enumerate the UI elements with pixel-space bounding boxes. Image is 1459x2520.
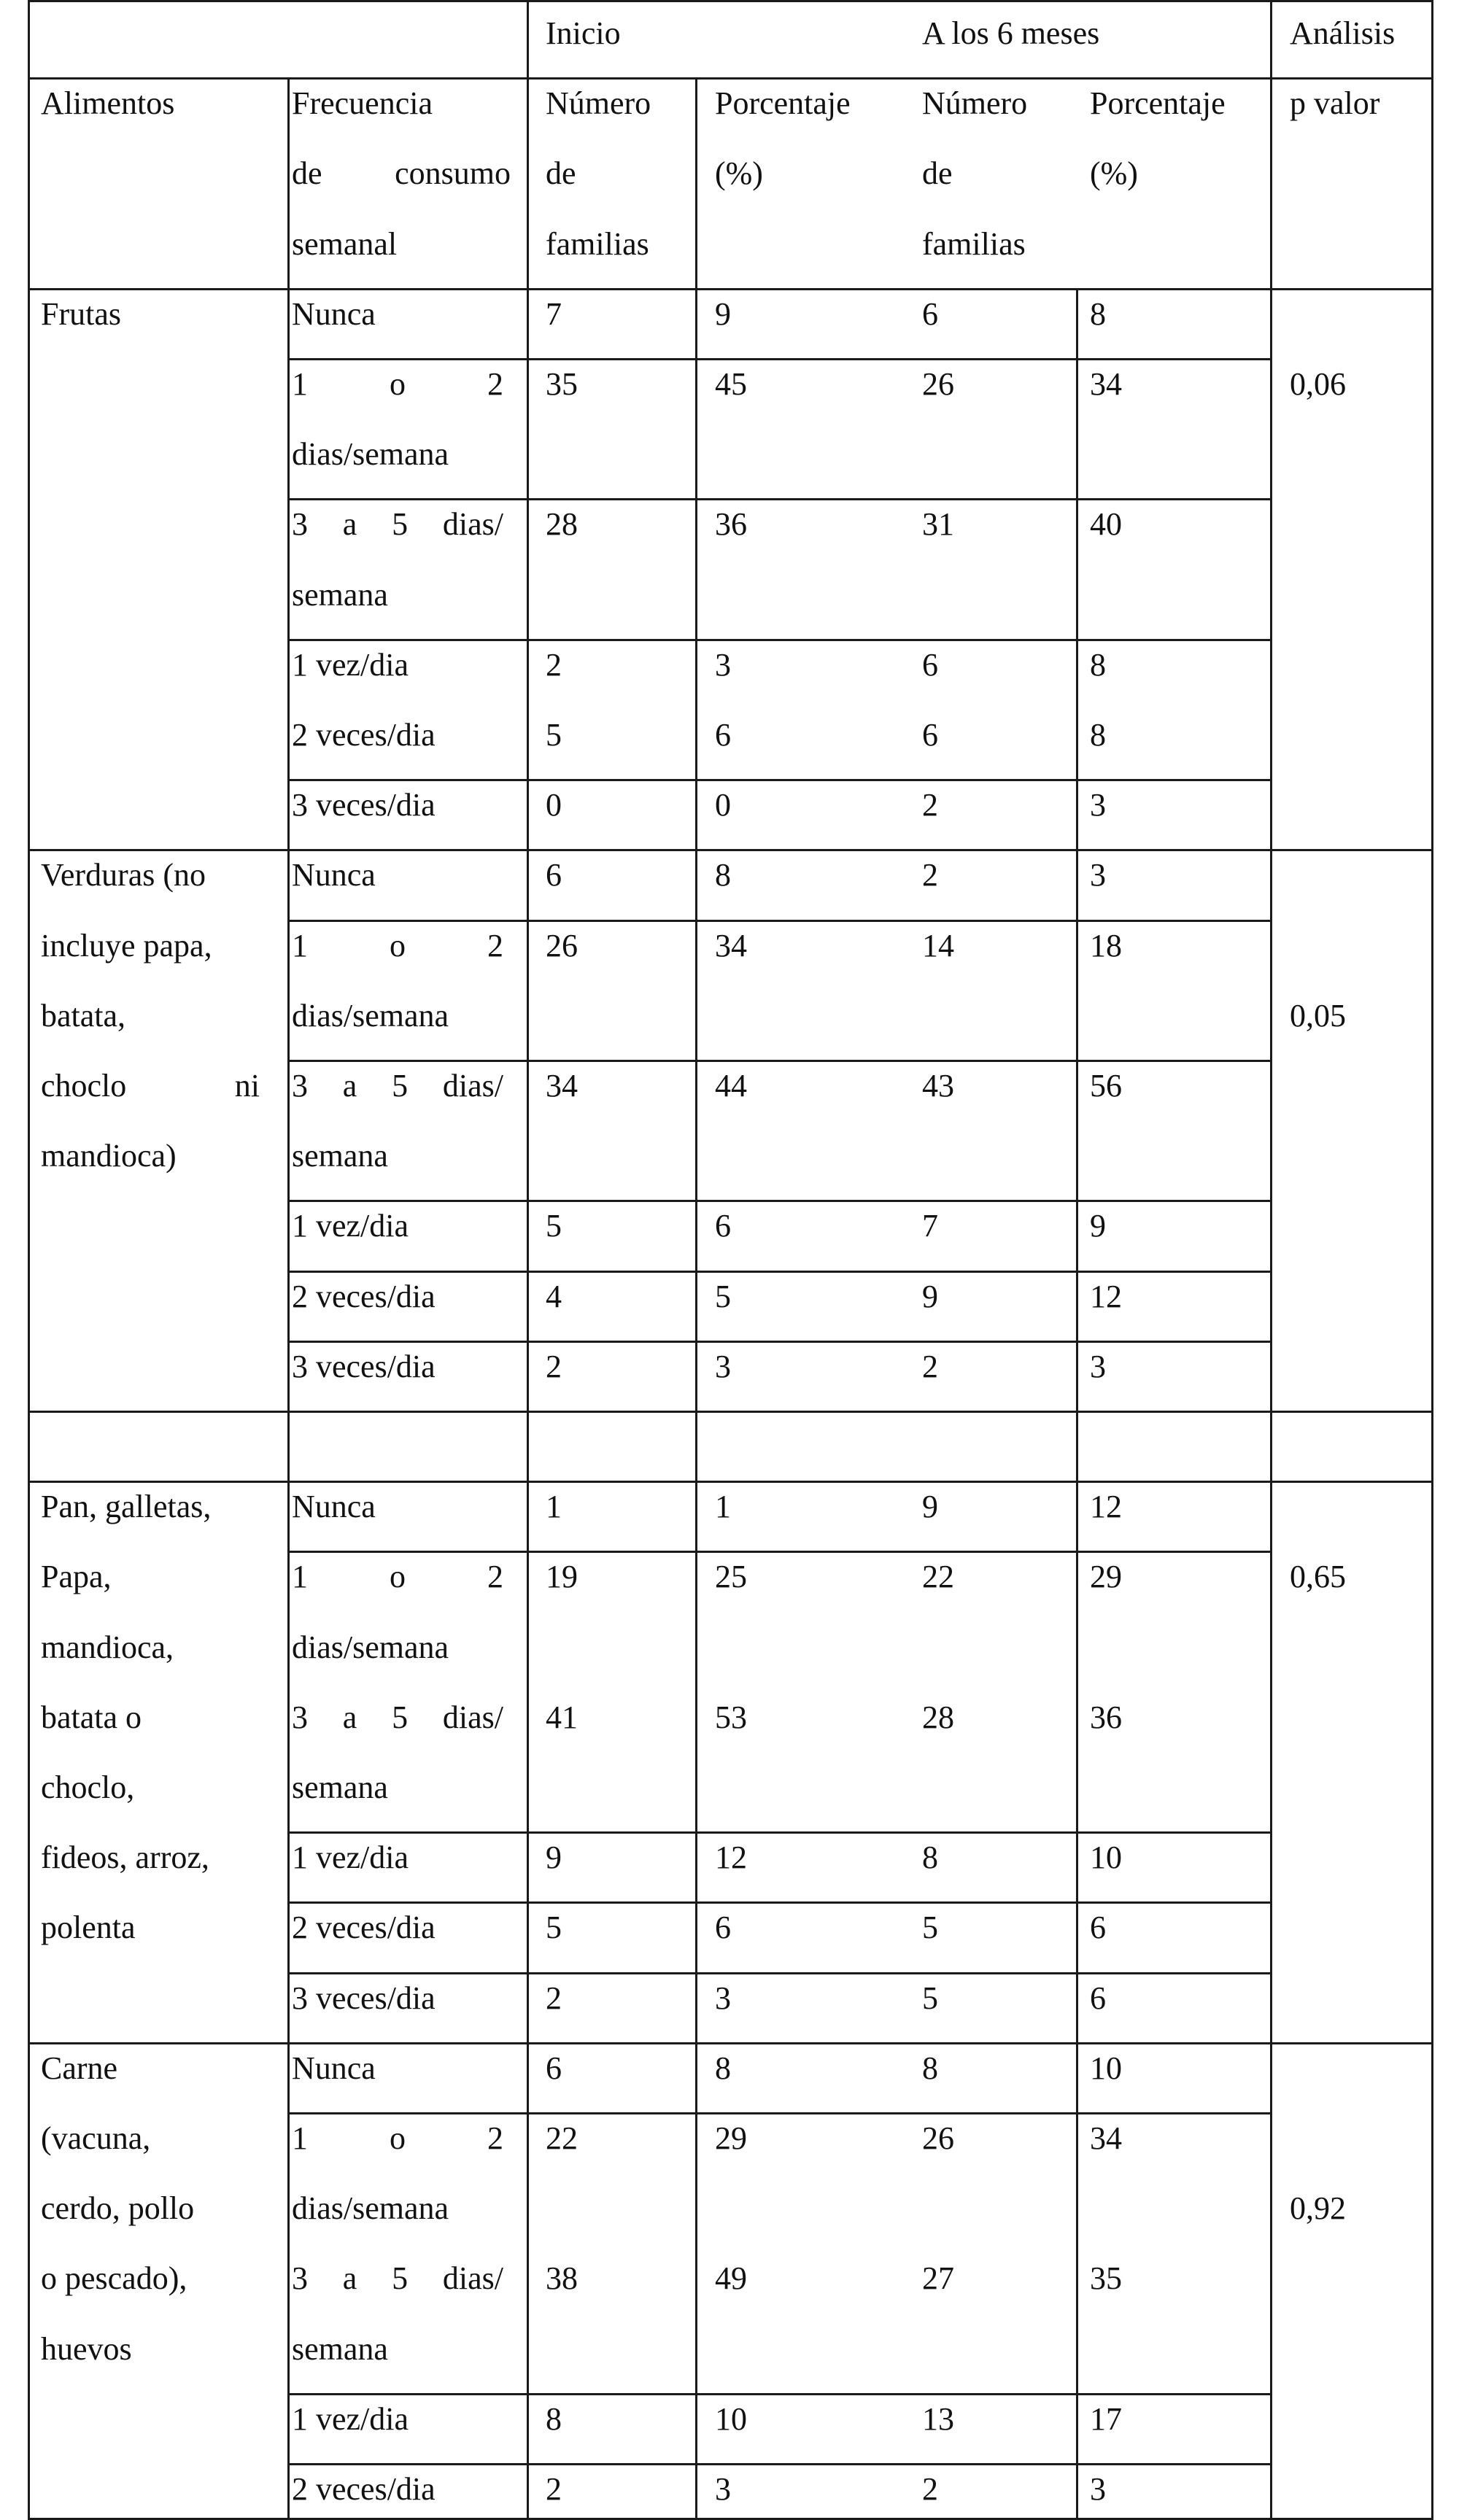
inicio-numero-cell: 6 <box>546 2050 562 2086</box>
frequency-label: 1 o 2 <box>292 2120 503 2156</box>
inicio-porcentaje-cell: 10 <box>715 2400 747 2437</box>
inicio-numero-cell: 2 <box>546 646 562 683</box>
column-rule <box>1270 0 1272 2520</box>
seis-meses-porcentaje-cell: 10 <box>1090 1839 1122 1876</box>
table-right-border <box>1431 0 1433 2520</box>
inicio-porcentaje-cell: 36 <box>715 506 747 543</box>
seis-meses-porcentaje-cell: 56 <box>1090 1068 1122 1104</box>
inicio-numero-cell: 5 <box>546 717 562 753</box>
inicio-porcentaje-cell: 0 <box>715 787 731 823</box>
seis-meses-porcentaje-cell: 3 <box>1090 787 1106 823</box>
inicio-numero-cell: 2 <box>546 2471 562 2507</box>
seis-meses-porcentaje-cell: 10 <box>1090 2050 1122 2086</box>
food-label-line: Verduras (no <box>41 857 206 893</box>
seis-meses-porcentaje-cell: 40 <box>1090 506 1122 543</box>
header-porcentaje-6m: Porcentaje <box>1090 85 1226 122</box>
p-value-cell: 0,05 <box>1290 997 1346 1034</box>
frequency-label: 2 veces/dia <box>292 1910 436 1946</box>
seis-meses-numero-cell: 28 <box>922 1699 954 1735</box>
seis-meses-porcentaje-cell: 36 <box>1090 1699 1122 1735</box>
header-frecuencia-line: Frecuencia <box>292 85 433 122</box>
frequency-label: Nunca <box>292 857 376 893</box>
group-divider <box>28 288 1433 290</box>
group-divider <box>28 1481 1433 1483</box>
food-label-line: Frutas <box>41 295 121 332</box>
inicio-porcentaje-cell: 49 <box>715 2260 747 2297</box>
row-divider <box>287 2112 1272 2114</box>
header-divider <box>28 77 1433 80</box>
seis-meses-porcentaje-cell: 17 <box>1090 2400 1122 2437</box>
seis-meses-porcentaje-cell: 8 <box>1090 646 1106 683</box>
food-label-line: huevos <box>41 2330 132 2367</box>
row-divider <box>287 1901 1272 1904</box>
inicio-porcentaje-cell: 8 <box>715 857 731 893</box>
seis-meses-numero-cell: 5 <box>922 1980 938 2016</box>
food-label-line: Carne <box>41 2050 118 2086</box>
frequency-label: semana <box>292 1769 388 1805</box>
food-label-line: (vacuna, <box>41 2120 151 2156</box>
frequency-label: 3 a 5 dias/ <box>292 506 503 543</box>
frequency-label: 2 veces/dia <box>292 2471 436 2507</box>
inicio-numero-cell: 35 <box>546 366 578 402</box>
seis-meses-porcentaje-cell: 8 <box>1090 295 1106 332</box>
food-label-line: incluye papa, <box>41 927 212 964</box>
header-porcentaje-6m: (%) <box>1090 155 1138 192</box>
frequency-label: 1 vez/dia <box>292 2400 409 2437</box>
p-value-cell: 0,06 <box>1290 366 1346 402</box>
header-numero-familias-inicio: familias <box>546 225 649 262</box>
frequency-label: 3 veces/dia <box>292 1980 436 2016</box>
p-value-cell: 0,92 <box>1290 2190 1346 2227</box>
inicio-numero-cell: 41 <box>546 1699 578 1735</box>
inicio-numero-cell: 1 <box>546 1489 562 1525</box>
row-divider <box>287 358 1272 360</box>
seis-meses-numero-cell: 31 <box>922 506 954 543</box>
seis-meses-porcentaje-cell: 12 <box>1090 1489 1122 1525</box>
inicio-porcentaje-cell: 9 <box>715 295 731 332</box>
inicio-porcentaje-cell: 34 <box>715 927 747 964</box>
seis-meses-porcentaje-cell: 3 <box>1090 857 1106 893</box>
seis-meses-porcentaje-cell: 18 <box>1090 927 1122 964</box>
inicio-porcentaje-cell: 6 <box>715 1910 731 1946</box>
frequency-label: semana <box>292 1138 388 1174</box>
column-rule <box>287 77 290 2520</box>
header-numero-familias-inicio: Número <box>546 85 651 122</box>
inicio-numero-cell: 2 <box>546 1980 562 2016</box>
frequency-label: 1 vez/dia <box>292 1839 409 1876</box>
p-value-cell: 0,65 <box>1290 1559 1346 1595</box>
inicio-porcentaje-cell: 45 <box>715 366 747 402</box>
food-label-line: batata, <box>41 997 126 1034</box>
inicio-porcentaje-cell: 3 <box>715 1980 731 2016</box>
seis-meses-numero-cell: 2 <box>922 857 938 893</box>
seis-meses-numero-cell: 8 <box>922 2050 938 2086</box>
seis-meses-numero-cell: 5 <box>922 1910 938 1946</box>
frequency-label: 2 veces/dia <box>292 1278 436 1314</box>
seis-meses-porcentaje-cell: 35 <box>1090 2260 1122 2297</box>
seis-meses-porcentaje-cell: 3 <box>1090 2471 1106 2507</box>
row-divider <box>287 920 1272 922</box>
table-left-border <box>28 0 30 2520</box>
inicio-porcentaje-cell: 5 <box>715 1278 731 1314</box>
row-divider <box>287 639 1272 641</box>
seis-meses-porcentaje-cell: 9 <box>1090 1208 1106 1244</box>
inicio-porcentaje-cell: 3 <box>715 1348 731 1384</box>
row-divider <box>287 1831 1272 1834</box>
header-inicio: Inicio <box>546 15 621 51</box>
inicio-numero-cell: 7 <box>546 295 562 332</box>
inicio-porcentaje-cell: 3 <box>715 646 731 683</box>
header-p-valor: p valor <box>1290 85 1380 122</box>
group-divider <box>28 849 1433 851</box>
food-label-line: mandioca, <box>41 1629 174 1665</box>
inicio-numero-cell: 0 <box>546 787 562 823</box>
row-divider <box>287 779 1272 781</box>
inicio-porcentaje-cell: 53 <box>715 1699 747 1735</box>
frequency-label: 1 o 2 <box>292 1559 503 1595</box>
frequency-label: 3 a 5 dias/ <box>292 2260 503 2297</box>
inicio-numero-cell: 19 <box>546 1559 578 1595</box>
row-divider <box>287 498 1272 500</box>
food-label-line: choclo, <box>41 1769 135 1805</box>
header-numero-familias-6m: de <box>922 155 953 192</box>
header-a-los-6-meses: A los 6 meses <box>922 15 1100 51</box>
header-numero-familias-6m: Número <box>922 85 1028 122</box>
food-label-line: Pan, galletas, <box>41 1489 212 1525</box>
food-label-line: mandioca) <box>41 1138 177 1174</box>
frequency-label: semana <box>292 2330 388 2367</box>
column-rule <box>695 77 697 2520</box>
seis-meses-porcentaje-cell: 12 <box>1090 1278 1122 1314</box>
row-divider <box>287 1972 1272 1974</box>
header-porcentaje-inicio: (%) <box>715 155 763 192</box>
row-divider <box>287 1341 1272 1343</box>
food-label-line: Papa, <box>41 1559 112 1595</box>
header-alimentos: Alimentos <box>41 85 175 122</box>
frequency-label: Nunca <box>292 2050 376 2086</box>
row-divider <box>287 2393 1272 2395</box>
inicio-porcentaje-cell: 3 <box>715 2471 731 2507</box>
food-label-line: batata o <box>41 1699 142 1735</box>
frequency-label: dias/semana <box>292 997 449 1034</box>
inicio-porcentaje-cell: 25 <box>715 1559 747 1595</box>
inicio-porcentaje-cell: 44 <box>715 1068 747 1104</box>
food-label-line: fideos, arroz, <box>41 1839 209 1876</box>
frequency-label: 3 a 5 dias/ <box>292 1068 503 1104</box>
inicio-porcentaje-cell: 12 <box>715 1839 747 1876</box>
frequency-label: 3 a 5 dias/ <box>292 1699 503 1735</box>
seis-meses-numero-cell: 6 <box>922 717 938 753</box>
frequency-label: 3 veces/dia <box>292 787 436 823</box>
seis-meses-numero-cell: 14 <box>922 927 954 964</box>
food-label-line: polenta <box>41 1910 136 1946</box>
seis-meses-numero-cell: 2 <box>922 1348 938 1384</box>
inicio-numero-cell: 6 <box>546 857 562 893</box>
frequency-label: 1 o 2 <box>292 927 503 964</box>
seis-meses-numero-cell: 6 <box>922 646 938 683</box>
inicio-numero-cell: 28 <box>546 506 578 543</box>
frequency-label: 1 vez/dia <box>292 646 409 683</box>
header-porcentaje-inicio: Porcentaje <box>715 85 851 122</box>
seis-meses-numero-cell: 8 <box>922 1839 938 1876</box>
frequency-label: dias/semana <box>292 1629 449 1665</box>
inicio-porcentaje-cell: 1 <box>715 1489 731 1525</box>
inicio-numero-cell: 22 <box>546 2120 578 2156</box>
seis-meses-numero-cell: 6 <box>922 295 938 332</box>
seis-meses-numero-cell: 7 <box>922 1208 938 1244</box>
inicio-numero-cell: 5 <box>546 1208 562 1244</box>
inicio-numero-cell: 8 <box>546 2400 562 2437</box>
column-rule <box>527 0 529 2520</box>
row-divider <box>287 1060 1272 1062</box>
frequency-label: 3 veces/dia <box>292 1348 436 1384</box>
inicio-numero-cell: 4 <box>546 1278 562 1314</box>
seis-meses-numero-cell: 22 <box>922 1559 954 1595</box>
seis-meses-porcentaje-cell: 29 <box>1090 1559 1122 1595</box>
seis-meses-numero-cell: 9 <box>922 1489 938 1525</box>
inicio-porcentaje-cell: 6 <box>715 1208 731 1244</box>
seis-meses-porcentaje-cell: 6 <box>1090 1910 1106 1946</box>
seis-meses-porcentaje-cell: 8 <box>1090 717 1106 753</box>
group-divider <box>28 2042 1433 2044</box>
group-divider <box>28 1411 1433 1413</box>
seis-meses-numero-cell: 9 <box>922 1278 938 1314</box>
frequency-label: dias/semana <box>292 436 449 473</box>
frequency-label: 1 o 2 <box>292 366 503 402</box>
inicio-numero-cell: 5 <box>546 1910 562 1946</box>
frequency-label: 1 vez/dia <box>292 1208 409 1244</box>
inicio-numero-cell: 26 <box>546 927 578 964</box>
seis-meses-numero-cell: 2 <box>922 787 938 823</box>
seis-meses-porcentaje-cell: 3 <box>1090 1348 1106 1384</box>
inicio-numero-cell: 34 <box>546 1068 578 1104</box>
inicio-porcentaje-cell: 8 <box>715 2050 731 2086</box>
seis-meses-numero-cell: 27 <box>922 2260 954 2297</box>
food-label-line: choclo ni <box>41 1068 260 1104</box>
seis-meses-numero-cell: 26 <box>922 366 954 402</box>
row-divider <box>287 1551 1272 1553</box>
frequency-label: dias/semana <box>292 2190 449 2227</box>
frequency-label: Nunca <box>292 295 376 332</box>
seis-meses-porcentaje-cell: 34 <box>1090 2120 1122 2156</box>
food-label-line: o pescado), <box>41 2260 187 2297</box>
table-top-border <box>28 0 1433 2</box>
inicio-porcentaje-cell: 29 <box>715 2120 747 2156</box>
header-numero-familias-inicio: de <box>546 155 576 192</box>
inicio-numero-cell: 2 <box>546 1348 562 1384</box>
seis-meses-numero-cell: 26 <box>922 2120 954 2156</box>
row-divider <box>287 1200 1272 1202</box>
seis-meses-numero-cell: 43 <box>922 1068 954 1104</box>
header-frecuencia-line: semanal <box>292 225 398 262</box>
frequency-label: semana <box>292 576 388 613</box>
seis-meses-porcentaje-cell: 6 <box>1090 1980 1106 2016</box>
header-frecuencia-line: de consumo <box>292 155 511 192</box>
inicio-numero-cell: 38 <box>546 2260 578 2297</box>
row-divider <box>287 2463 1272 2465</box>
inicio-porcentaje-cell: 6 <box>715 717 731 753</box>
frequency-label: 2 veces/dia <box>292 717 436 753</box>
header-analisis: Análisis <box>1290 15 1396 51</box>
seis-meses-porcentaje-cell: 34 <box>1090 366 1122 402</box>
food-label-line: cerdo, pollo <box>41 2190 195 2227</box>
column-rule <box>1076 288 1078 2520</box>
seis-meses-numero-cell: 2 <box>922 2471 938 2507</box>
frequency-label: Nunca <box>292 1489 376 1525</box>
seis-meses-numero-cell: 13 <box>922 2400 954 2437</box>
row-divider <box>287 1271 1272 1273</box>
header-numero-familias-6m: familias <box>922 225 1026 262</box>
inicio-numero-cell: 9 <box>546 1839 562 1876</box>
